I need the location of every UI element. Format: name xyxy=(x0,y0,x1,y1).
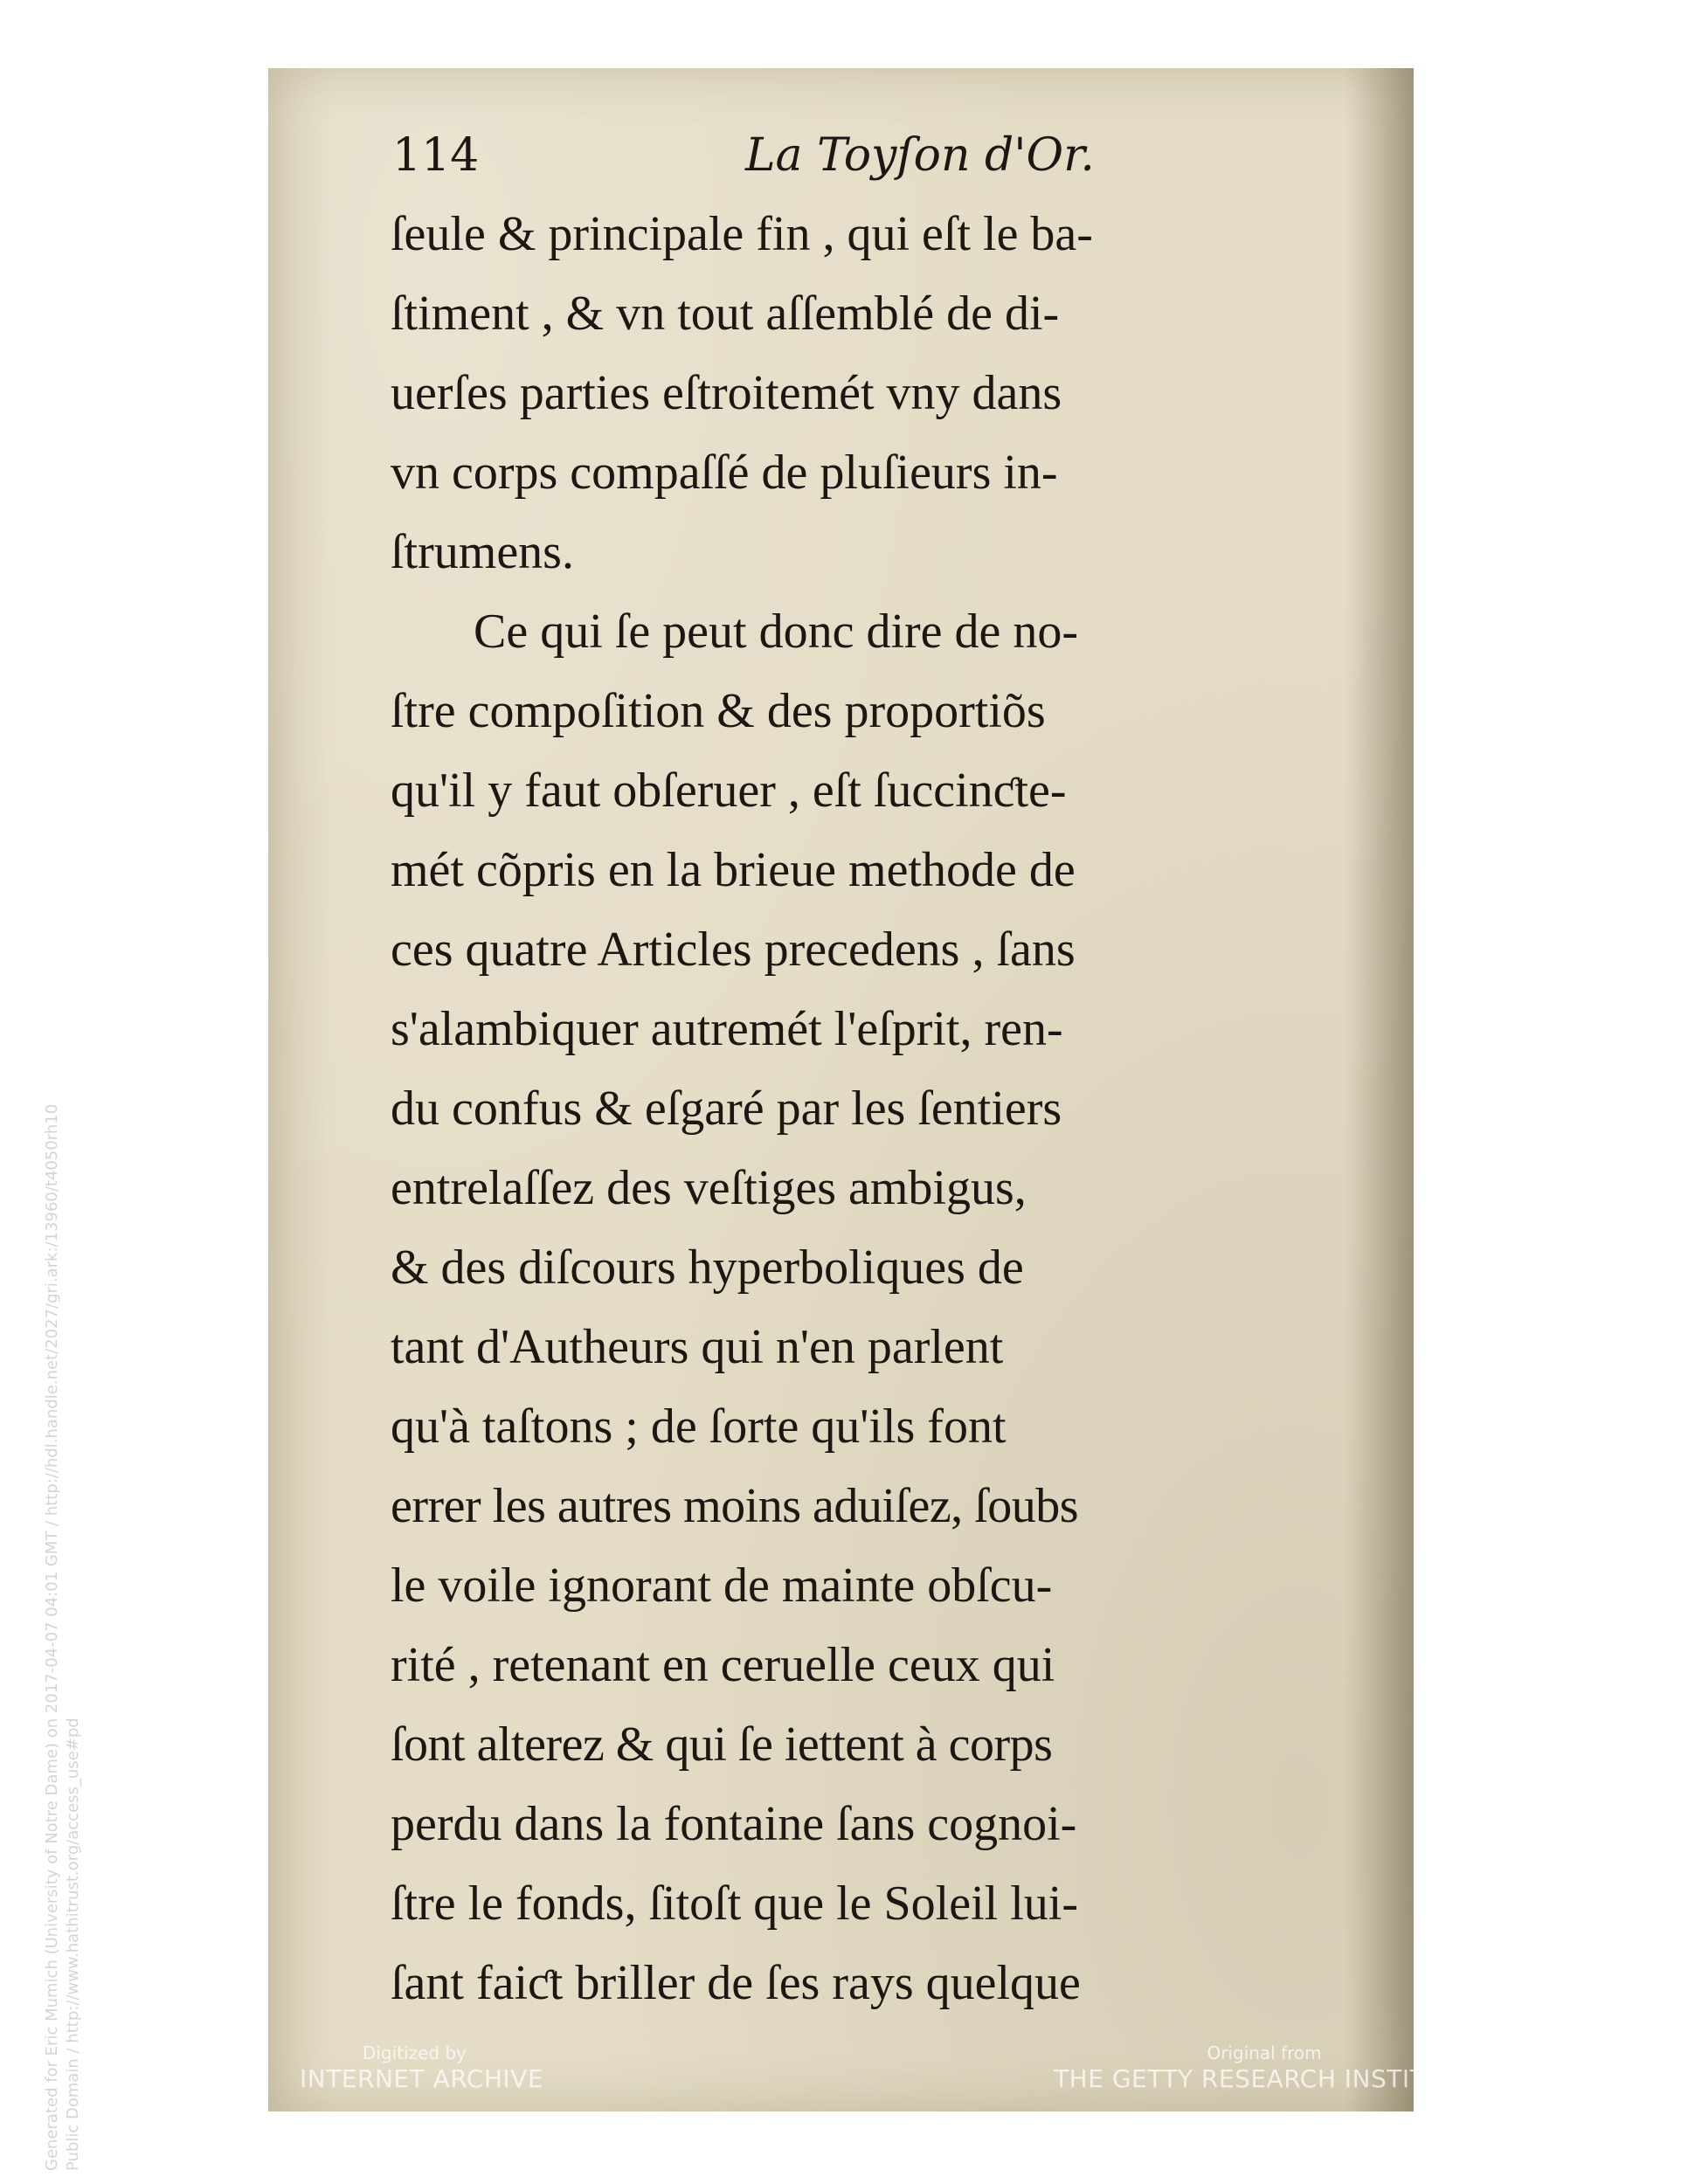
text-line: ſtrumens. xyxy=(391,525,574,579)
getty-institute-label: THE GETTY RESEARCH INSTITUTE xyxy=(1054,2064,1475,2093)
paragraph-start-line: Ce qui ſe peut donc dire de no- xyxy=(474,605,1079,659)
book-page-scan xyxy=(268,68,1475,2111)
side-notice-line-2: Public Domain / http://www.hathitrust.org/access_use#pd xyxy=(64,1717,82,2171)
running-title: La Toyſon d'Or. xyxy=(745,129,1095,182)
text-line: entrelaſſez des veſtiges ambigus, xyxy=(391,1161,1027,1215)
text-line: ſeule & principale fin , qui eſt le ba- xyxy=(391,207,1093,261)
text-line: ſtre le fonds, ſitoſt que le Soleil lui- xyxy=(391,1876,1078,1931)
getty-watermark xyxy=(1054,2042,1475,2094)
hathitrust-side-notice xyxy=(42,1104,84,2171)
text-line: du confus & eſgaré par les ſentiers xyxy=(391,1082,1062,1136)
internet-archive-watermark xyxy=(300,2042,543,2094)
text-line: s'alambiquer autremét l'eſprit, ren- xyxy=(391,1002,1063,1056)
text-line: qu'à taſtons ; de ſorte qu'ils font xyxy=(391,1400,1007,1454)
text-line: & des diſcours hyperboliques de xyxy=(391,1241,1024,1295)
text-line: ſtiment , & vn tout aſſemblé de di- xyxy=(391,287,1060,341)
text-line: mét cõpris en la brieue methode de xyxy=(391,843,1076,897)
page-number: 114 xyxy=(392,129,480,182)
original-from-label: Original from xyxy=(1207,2042,1322,2063)
text-line: le voile ignorant de mainte obſcu- xyxy=(391,1559,1053,1613)
side-notice-line-1: Generated for Eric Mumich (University of Notre Dame) on 2017-04-07 04:01 GMT / http://hdl.handle.net/2027/gri.ark:/13960/t4050rh10 xyxy=(43,1103,61,2171)
text-body xyxy=(391,195,1299,2023)
internet-archive-label: INTERNET ARCHIVE xyxy=(300,2064,544,2093)
digitized-by-label: Digitized by xyxy=(363,2042,467,2063)
text-line: qu'il y faut obſeruer , eſt ſuccinƈte- xyxy=(391,764,1067,818)
text-line: vn corps compaſſé de pluſieurs in- xyxy=(391,446,1058,500)
text-line: perdu dans la fontaine ſans cognoi- xyxy=(391,1797,1077,1851)
text-line: ſont alterez & qui ſe iettent à corps xyxy=(391,1717,1053,1772)
text-line: ces quatre Articles precedens , ſans xyxy=(391,923,1076,977)
running-head xyxy=(268,129,1414,199)
text-line: errer les autres moins aduiſez, ſoubs xyxy=(391,1479,1079,1533)
text-line: tant d'Autheurs qui n'en parlent xyxy=(391,1320,1004,1374)
text-line: ſant faiƈt briller de ſes rays quelque xyxy=(391,1956,1081,2010)
text-line: rité , retenant en ceruelle ceux qui xyxy=(391,1638,1055,1692)
text-line: uerſes parties eſtroitemét vny dans xyxy=(391,366,1062,420)
text-line: ſtre compoſition & des proportiõs xyxy=(391,684,1046,738)
